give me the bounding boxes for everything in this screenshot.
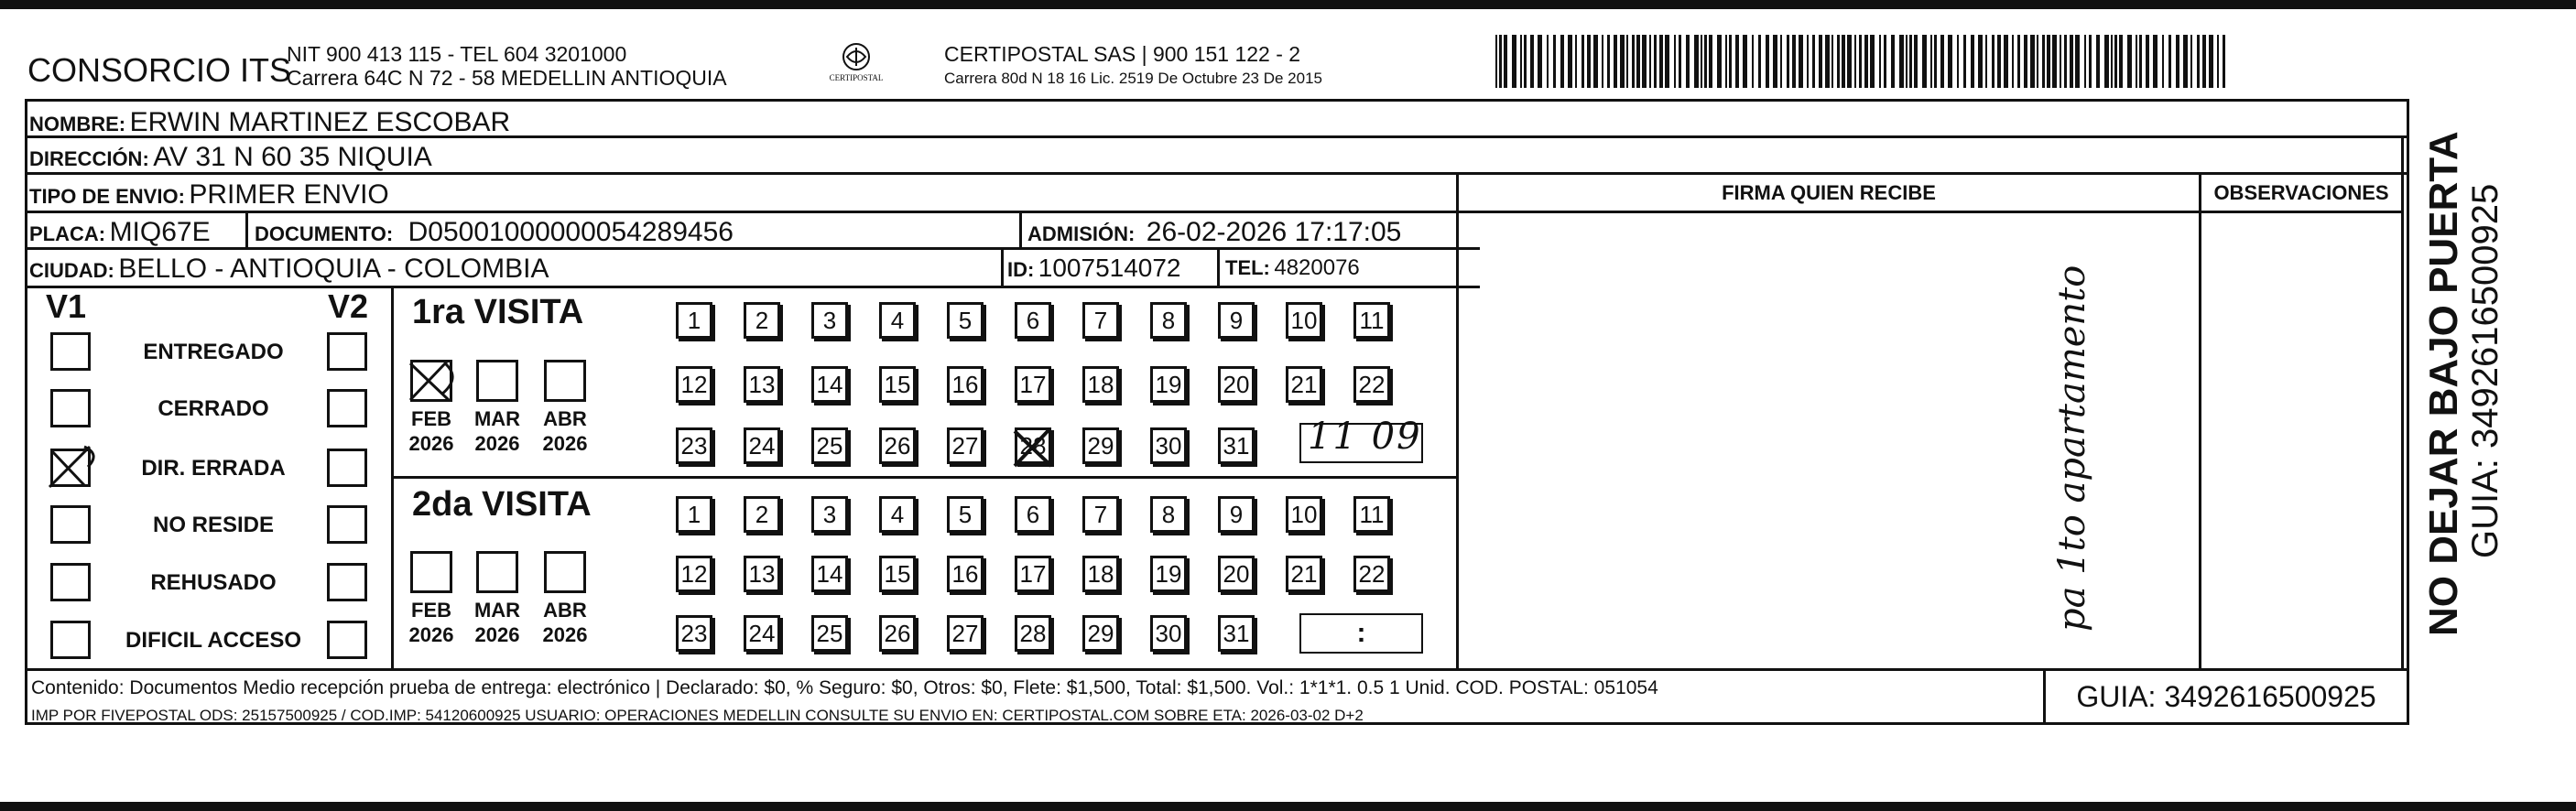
day-checkbox[interactable]: 7 (1082, 496, 1119, 533)
day-checkbox[interactable]: 21 (1286, 366, 1322, 403)
tel-cell (1225, 255, 1360, 281)
check-mark-icon (1011, 424, 1057, 470)
logo-text: CERTIPOSTAL (829, 73, 884, 82)
nombre-label: NOMBRE: (29, 113, 126, 135)
placa-value: MIQ67E (109, 217, 211, 247)
motive-label: NO RESIDE (152, 513, 275, 537)
day-checkbox[interactable]: 2 (744, 496, 780, 533)
day-checkbox[interactable]: 22 (1353, 366, 1390, 403)
row-divider (25, 211, 1480, 213)
day-checkbox[interactable]: 30 (1150, 615, 1187, 652)
day-checkbox[interactable]: 12 (676, 366, 712, 403)
footer-imp: IMP POR FIVEPOSTAL ODS: 25157500925 / COD.IMP: 54120600925 USUARIO: OPERACIONES MEDELLIN CONSULTE SU ENVIO EN: CERTIPOSTAL.COM SOBRE ETA: 2026-03-02 D+2 (31, 707, 1364, 724)
id-label: ID: (1007, 258, 1035, 281)
check-mark-icon (44, 439, 99, 494)
tipo-envio-row (29, 179, 389, 211)
observation-handwriting: pa 1to apartamento (2051, 265, 2093, 632)
month-label: MAR (473, 599, 521, 622)
no-dejar-bajo-puerta: NO DEJAR BAJO PUERTA (2421, 131, 2466, 636)
observaciones-header: OBSERVACIONES (2213, 181, 2389, 204)
day-checkbox[interactable]: 16 (947, 556, 984, 592)
day-checkbox[interactable]: 8 (1150, 496, 1187, 533)
footer-guia-box (2043, 668, 2409, 725)
day-checkbox[interactable]: 9 (1218, 496, 1255, 533)
day-checkbox[interactable]: 28 (1015, 427, 1051, 464)
v2-label: V2 (328, 287, 369, 325)
documento-label: DOCUMENTO: (255, 222, 394, 245)
v1-checkbox[interactable] (50, 389, 91, 427)
day-checkbox[interactable]: 26 (879, 427, 916, 464)
second-visit-title: 2da VISITA (412, 485, 592, 524)
month-label: ABR (543, 599, 587, 622)
day-checkbox[interactable]: 1 (676, 302, 712, 339)
motive-label: ENTREGADO (143, 340, 284, 364)
footer-contenido: Contenido: Documentos Medio recepción prueba de entrega: electrónico | Declarado: $0, % Seguro: $0, Otros: $0, Flete: $1,500, Total: $1,500. Vol.: 1*1*1. 0.5 1 Unid. COD. POSTAL: 051054 (31, 677, 1658, 698)
v2-checkbox[interactable] (327, 621, 367, 659)
day-checkbox[interactable]: 16 (947, 366, 984, 403)
id-cell (1007, 254, 1181, 283)
month-label: ABR (543, 407, 587, 430)
v1-checkbox[interactable] (50, 621, 91, 659)
side-guia: GUIA: 3492616500925 (2465, 183, 2505, 558)
month-label: FEB (411, 599, 451, 622)
month-checkbox[interactable] (476, 551, 518, 593)
visits-divider (391, 476, 1456, 479)
footer-guia: GUIA: 3492616500925 (2076, 679, 2376, 713)
row-divider (25, 286, 1480, 288)
first-visit-time-handwritten: 11 09 (1308, 416, 1422, 458)
day-checkbox[interactable]: 5 (947, 496, 984, 533)
cell-divider (245, 211, 248, 249)
day-checkbox[interactable]: 27 (947, 615, 984, 652)
top-border (0, 0, 2576, 9)
month-checkbox[interactable] (476, 360, 518, 402)
motive-label: REHUSADO (150, 570, 277, 595)
day-checkbox[interactable]: 18 (1082, 556, 1119, 592)
day-checkbox[interactable]: 24 (744, 427, 780, 464)
day-checkbox[interactable]: 5 (947, 302, 984, 339)
year-label: 2026 (408, 623, 454, 646)
direccion-row (29, 142, 432, 173)
ciudad-value: BELLO - ANTIOQUIA - COLOMBIA (118, 254, 549, 284)
placa-cell (29, 217, 211, 248)
day-checkbox[interactable]: 7 (1082, 302, 1119, 339)
day-checkbox[interactable]: 29 (1082, 615, 1119, 652)
second-visit-time-box[interactable] (1299, 613, 1423, 654)
v2-checkbox[interactable] (327, 389, 367, 427)
day-checkbox[interactable]: 9 (1218, 302, 1255, 339)
col-divider (1456, 174, 1459, 670)
day-checkbox[interactable]: 27 (947, 427, 984, 464)
barcode (1495, 35, 2223, 88)
motive-label: DIFICIL ACCESO (125, 628, 301, 653)
day-checkbox[interactable]: 10 (1286, 496, 1322, 533)
v1-checkbox[interactable] (50, 563, 91, 601)
month-checkbox[interactable] (410, 551, 452, 593)
day-checkbox[interactable]: 3 (811, 496, 848, 533)
day-checkbox[interactable]: 11 (1353, 496, 1390, 533)
col-divider (2401, 137, 2404, 670)
v2-checkbox[interactable] (327, 563, 367, 601)
nombre-value: ERWIN MARTINEZ ESCOBAR (129, 107, 511, 137)
day-checkbox[interactable]: 26 (879, 615, 916, 652)
documento-value: D05001000000054289456 (408, 217, 734, 247)
ciudad-label: CIUDAD: (29, 259, 114, 282)
motive-label: CERRADO (158, 396, 269, 421)
col-divider (2199, 174, 2201, 670)
motive-label: DIR. ERRADA (141, 456, 286, 481)
year-label: 2026 (474, 623, 520, 646)
day-checkbox[interactable]: 19 (1150, 556, 1187, 592)
admision-cell (1027, 217, 1401, 248)
day-checkbox[interactable]: 23 (676, 427, 712, 464)
day-checkbox[interactable]: 6 (1015, 302, 1051, 339)
day-checkbox[interactable]: 23 (676, 615, 712, 652)
v2-checkbox[interactable] (327, 332, 367, 371)
cell-divider (1001, 249, 1004, 286)
direccion-value: AV 31 N 60 35 NIQUIA (153, 142, 432, 172)
day-checkbox[interactable]: 2 (744, 302, 780, 339)
company-name: CONSORCIO ITS (27, 51, 292, 89)
tel-value: 4820076 (1274, 255, 1360, 280)
day-checkbox[interactable]: 17 (1015, 366, 1051, 403)
company-address: Carrera 64C N 72 - 58 MEDELLIN ANTIOQUIA (287, 66, 727, 90)
cell-divider (1019, 211, 1022, 249)
day-checkbox[interactable]: 18 (1082, 366, 1119, 403)
year-label: 2026 (474, 432, 520, 455)
id-value: 1007514072 (1038, 254, 1181, 282)
day-checkbox[interactable]: 13 (744, 366, 780, 403)
carrier-address: Carrera 80d N 18 16 Lic. 2519 De Octubre 23 De 2015 (944, 70, 1322, 87)
company-nit-tel: NIT 900 413 115 - TEL 604 3201000 (287, 42, 627, 66)
day-checkbox[interactable]: 4 (879, 302, 916, 339)
day-checkbox[interactable]: 28 (1015, 615, 1051, 652)
documento-cell (255, 217, 734, 248)
day-checkbox[interactable]: 31 (1218, 427, 1255, 464)
day-checkbox[interactable]: 6 (1015, 496, 1051, 533)
day-checkbox[interactable]: 14 (811, 556, 848, 592)
day-checkbox[interactable]: 13 (744, 556, 780, 592)
day-checkbox[interactable]: 11 (1353, 302, 1390, 339)
tipo-envio-label: TIPO DE ENVIO: (29, 185, 185, 208)
day-checkbox[interactable]: 25 (811, 615, 848, 652)
carrier-name: CERTIPOSTAL SAS | 900 151 122 - 2 (944, 42, 1301, 66)
day-checkbox[interactable]: 3 (811, 302, 848, 339)
cell-divider (1217, 249, 1220, 286)
admision-value: 26-02-2026 17:17:05 (1146, 217, 1402, 247)
year-label: 2026 (542, 623, 588, 646)
day-checkbox[interactable]: 29 (1082, 427, 1119, 464)
day-checkbox[interactable]: 14 (811, 366, 848, 403)
year-label: 2026 (408, 432, 454, 455)
v2-checkbox[interactable] (327, 449, 367, 487)
day-checkbox[interactable]: 20 (1218, 366, 1255, 403)
day-checkbox[interactable]: 15 (879, 366, 916, 403)
day-checkbox[interactable]: 22 (1353, 556, 1390, 592)
day-checkbox[interactable]: 25 (811, 427, 848, 464)
second-visit-time: : (1356, 618, 1366, 648)
day-checkbox[interactable]: 4 (879, 496, 916, 533)
bottom-border (0, 802, 2576, 811)
v1-label: V1 (46, 287, 87, 325)
day-checkbox[interactable]: 1 (676, 496, 712, 533)
first-visit-title: 1ra VISITA (412, 293, 584, 331)
month-label: FEB (411, 407, 451, 430)
v1-checkbox[interactable] (50, 505, 91, 544)
day-checkbox[interactable]: 24 (744, 615, 780, 652)
day-checkbox[interactable]: 19 (1150, 366, 1187, 403)
direccion-label: DIRECCIÓN: (29, 147, 149, 170)
day-checkbox[interactable]: 10 (1286, 302, 1322, 339)
tel-label: TEL: (1225, 256, 1270, 279)
nombre-row (29, 107, 510, 138)
admision-label: ADMISIÓN: (1027, 222, 1136, 245)
certipostal-logo-icon (829, 40, 884, 95)
month-label: MAR (473, 407, 521, 430)
month-checkbox[interactable] (544, 551, 586, 593)
certipostal-logo (829, 40, 884, 95)
ciudad-cell (29, 254, 549, 285)
check-mark-icon (405, 354, 460, 409)
v2-checkbox[interactable] (327, 505, 367, 544)
month-checkbox[interactable] (544, 360, 586, 402)
v1-checkbox[interactable] (50, 332, 91, 371)
firma-header: FIRMA QUIEN RECIBE (1722, 181, 1936, 204)
day-checkbox[interactable]: 8 (1150, 302, 1187, 339)
year-label: 2026 (542, 432, 588, 455)
row-divider (1456, 211, 2403, 213)
day-checkbox[interactable]: 21 (1286, 556, 1322, 592)
day-checkbox[interactable]: 12 (676, 556, 712, 592)
day-checkbox[interactable]: 17 (1015, 556, 1051, 592)
day-checkbox[interactable]: 20 (1218, 556, 1255, 592)
placa-label: PLACA: (29, 222, 106, 245)
day-checkbox[interactable]: 30 (1150, 427, 1187, 464)
barcode-image (1495, 35, 2223, 88)
tipo-envio-value: PRIMER ENVIO (189, 179, 389, 210)
day-checkbox[interactable]: 31 (1218, 615, 1255, 652)
day-checkbox[interactable]: 15 (879, 556, 916, 592)
